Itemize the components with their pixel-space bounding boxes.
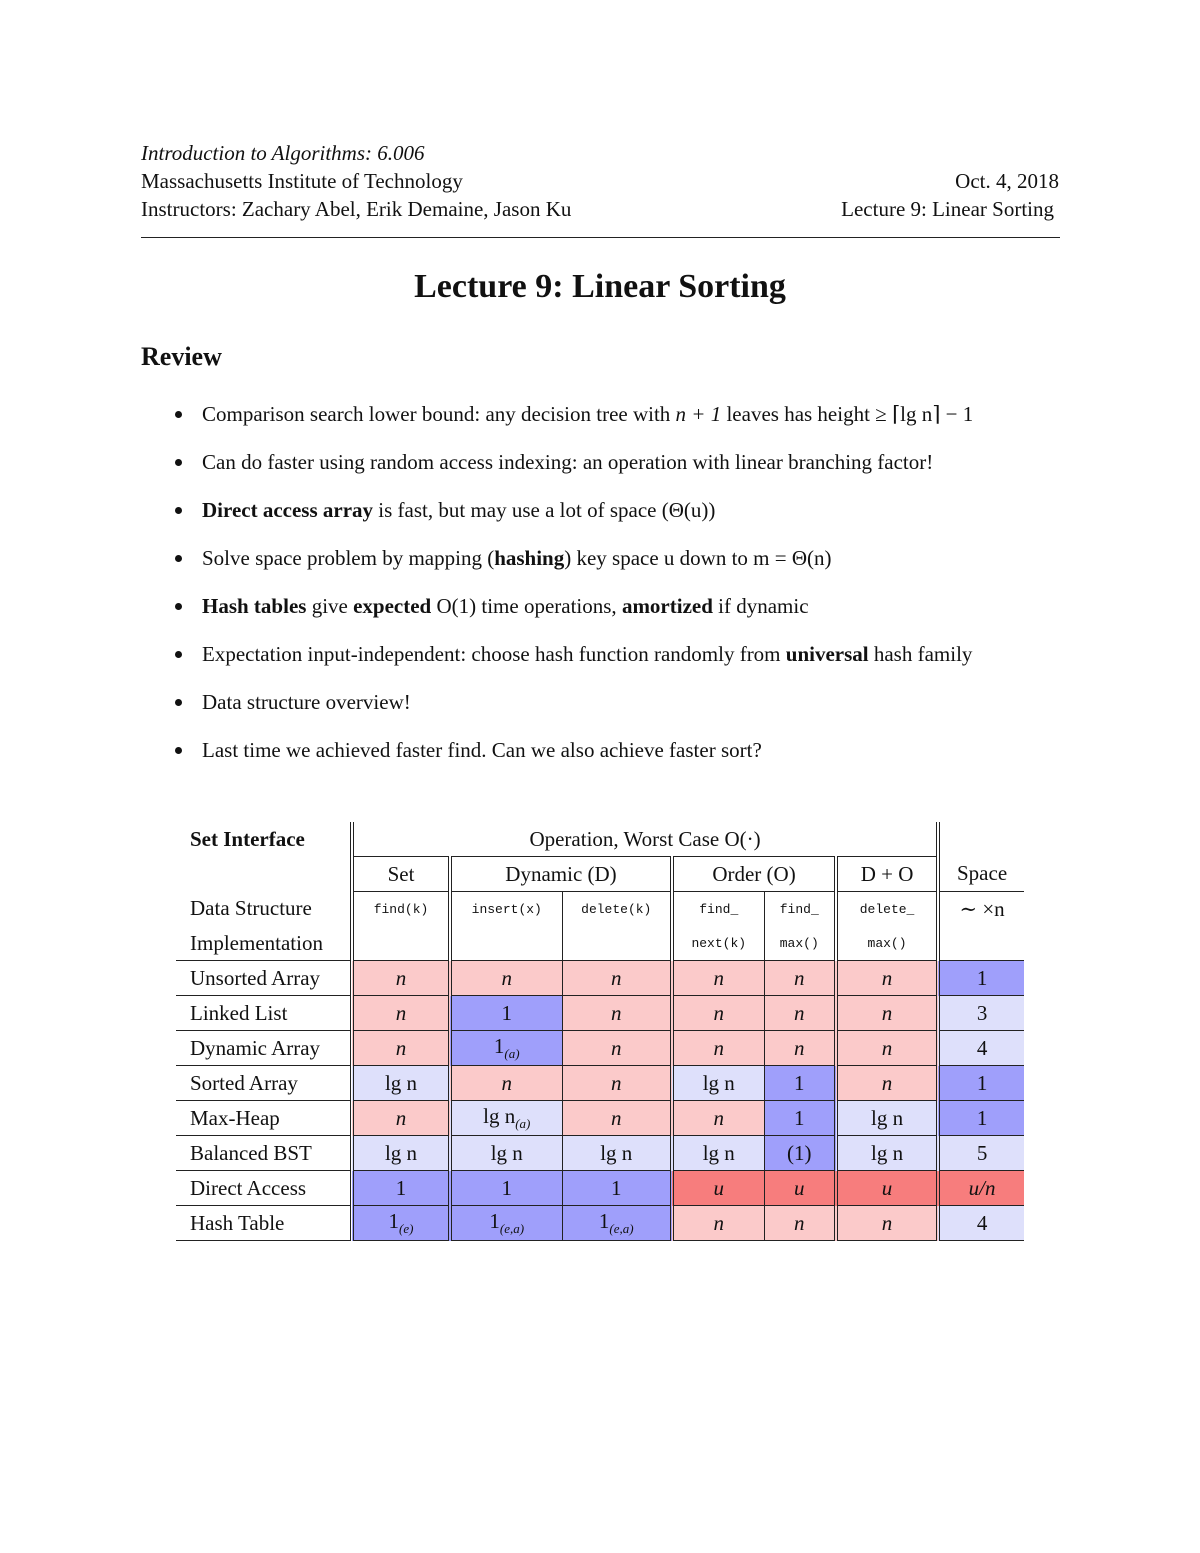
list-item <box>170 582 1070 630</box>
bullet-icon <box>175 507 182 514</box>
table-cell: u <box>764 1171 836 1206</box>
table-cell: 3 <box>938 996 1024 1031</box>
table-header-blank <box>562 926 672 961</box>
bullet-icon <box>175 411 182 418</box>
table-header-row <box>176 822 1024 857</box>
table-cell: n <box>764 1206 836 1241</box>
table-header-blank <box>176 857 352 892</box>
space-header-top <box>938 822 1024 857</box>
bullet-text: Comparison search lower bound: any decision tree with n + 1 leaves has height ≥ ⌈lg n⌉ − 1 <box>202 401 974 426</box>
table-header-blank <box>450 926 562 961</box>
table-cell: $1_{(e,a)}$ <box>450 1206 562 1241</box>
table-cell: n <box>764 1031 836 1066</box>
table-cell: lg n <box>352 1066 450 1101</box>
page-title: Lecture 9: Linear Sorting <box>414 268 786 305</box>
op-space: ∼ ×n <box>938 892 1024 927</box>
table-cell: n <box>836 996 938 1031</box>
list-item <box>170 726 1070 774</box>
bullet-text: Solve space problem by mapping (hashing) key space u down to m = Θ(n) <box>202 545 832 570</box>
ds-label-2: Implementation <box>190 930 323 955</box>
table-cell: u <box>836 1171 938 1206</box>
table-cell: $\lg n_{(a)}$ <box>450 1101 562 1136</box>
table-cell: n <box>562 996 672 1031</box>
table-cell: n <box>836 961 938 996</box>
table-cell: 1 <box>764 1101 836 1136</box>
table-row <box>176 1206 1024 1241</box>
table-cell: n <box>352 1031 450 1066</box>
table-cell: n <box>764 961 836 996</box>
table-header-row <box>176 892 1024 927</box>
table-cell: n <box>764 996 836 1031</box>
table-row <box>176 1031 1024 1066</box>
table-cell: n <box>672 996 764 1031</box>
table-cell: u <box>672 1171 764 1206</box>
group-order: Order (O) <box>672 857 836 892</box>
section-heading-review: Review <box>141 342 222 371</box>
table-cell: n <box>836 1066 938 1101</box>
institution: Massachusetts Institute of Technology <box>141 169 463 193</box>
table-cell: (1) <box>764 1136 836 1171</box>
table-cell: $1_{(a)}$ <box>450 1031 562 1066</box>
bullet-text: Direct access array is fast, but may use a lot of space (Θ(u)) <box>202 497 716 522</box>
table-cell: n <box>562 961 672 996</box>
list-item <box>170 630 1070 678</box>
table-cell: lg n <box>836 1101 938 1136</box>
table-cell: 4 <box>938 1206 1024 1241</box>
operation-header: Operation, Worst Case O(·) <box>352 822 938 857</box>
table-cell: lg n <box>672 1136 764 1171</box>
group-d-plus-o: D + O <box>836 857 938 892</box>
row-label: Sorted Array <box>176 1066 352 1101</box>
list-item <box>170 678 1070 726</box>
table-cell: n <box>562 1031 672 1066</box>
table-row <box>176 1066 1024 1101</box>
table-header-row <box>176 857 1024 892</box>
table-cell: n <box>352 996 450 1031</box>
lecture-date: Oct. 4, 2018 <box>955 169 1059 193</box>
table-cell: 1 <box>450 996 562 1031</box>
group-dynamic: Dynamic (D) <box>450 857 672 892</box>
table-cell: n <box>672 1206 764 1241</box>
table-cell: 1 <box>764 1066 836 1101</box>
table-cell: 5 <box>938 1136 1024 1171</box>
set-interface-label: Set Interface <box>190 826 305 851</box>
table-cell: n <box>450 961 562 996</box>
course-title: Introduction to Algorithms: 6.006 <box>141 141 425 165</box>
bullet-text: Can do faster using random access indexing: an operation with linear branching factor! <box>202 449 934 474</box>
bullet-icon <box>175 651 182 658</box>
table-cell: n <box>352 1101 450 1136</box>
table-cell: lg n <box>836 1136 938 1171</box>
op-find: find(k) <box>352 892 450 927</box>
row-label: Max-Heap <box>176 1101 352 1136</box>
table-cell: 1 <box>450 1171 562 1206</box>
table-cell: lg n <box>352 1136 450 1171</box>
table-cell: n <box>836 1206 938 1241</box>
op-delete: delete(k) <box>562 892 672 927</box>
table-cell: lg n <box>562 1136 672 1171</box>
table-cell: 1 <box>938 1066 1024 1101</box>
header-rule <box>141 237 1060 238</box>
table-header-row <box>176 926 1024 961</box>
table-cell: n <box>450 1066 562 1101</box>
instructors: Instructors: Zachary Abel, Erik Demaine, Jason Ku <box>141 197 572 221</box>
table-cell: 4 <box>938 1031 1024 1066</box>
table-cell: 1 <box>562 1171 672 1206</box>
row-label: Balanced BST <box>176 1136 352 1171</box>
table-cell: n <box>352 961 450 996</box>
group-space: Space <box>938 857 1024 892</box>
op-find-next-2: next(k) <box>672 926 764 961</box>
table-cell: n <box>836 1031 938 1066</box>
lecture-ref: Lecture 9: Linear Sorting <box>841 197 1054 221</box>
op-delete-max-2: max() <box>836 926 938 961</box>
op-find-max-2: max() <box>764 926 836 961</box>
group-set: Set <box>352 857 450 892</box>
table-header-blank <box>352 926 450 961</box>
row-label: Dynamic Array <box>176 1031 352 1066</box>
table-cell: 1 <box>938 961 1024 996</box>
list-item <box>170 438 1070 486</box>
row-label: Linked List <box>176 996 352 1031</box>
row-label: Direct Access <box>176 1171 352 1206</box>
list-item <box>170 486 1070 534</box>
table-row <box>176 961 1024 996</box>
row-label: Unsorted Array <box>176 961 352 996</box>
table-cell: n <box>672 1031 764 1066</box>
table-cell: n <box>562 1101 672 1136</box>
table-cell: $1_{(e,a)}$ <box>562 1206 672 1241</box>
table-row <box>176 1171 1024 1206</box>
table-cell: n <box>672 1101 764 1136</box>
table-cell: lg n <box>450 1136 562 1171</box>
op-delete-max: delete_ <box>836 892 938 927</box>
table-cell: $1_{(e)}$ <box>352 1206 450 1241</box>
op-find-max: find_ <box>764 892 836 927</box>
table-cell: n <box>672 961 764 996</box>
table-cell: n <box>562 1066 672 1101</box>
bullet-icon <box>175 459 182 466</box>
table-row <box>176 1101 1024 1136</box>
bullet-icon <box>175 603 182 610</box>
table-row <box>176 996 1024 1031</box>
op-insert: insert(x) <box>450 892 562 927</box>
table-body <box>176 961 1024 1241</box>
table-cell: u/n <box>938 1171 1024 1206</box>
bullet-text: Hash tables give expected O(1) time operations, amortized if dynamic <box>202 593 809 618</box>
review-bullet-list <box>170 390 1070 774</box>
bullet-text: Expectation input-independent: choose hash function randomly from universal hash family <box>202 641 973 666</box>
data-structure-table <box>176 822 1024 1241</box>
bullet-icon <box>175 699 182 706</box>
bullet-text: Data structure overview! <box>202 689 411 714</box>
op-find-next: find_ <box>672 892 764 927</box>
list-item <box>170 534 1070 582</box>
bullet-text: Last time we achieved faster find. Can we also achieve faster sort? <box>202 737 762 762</box>
table-header-blank <box>938 926 1024 961</box>
bullet-icon <box>175 747 182 754</box>
table-cell: 1 <box>938 1101 1024 1136</box>
ds-label: Data Structure <box>190 896 312 921</box>
table-row <box>176 1136 1024 1171</box>
table-cell: 1 <box>352 1171 450 1206</box>
list-item <box>170 390 1070 438</box>
row-label: Hash Table <box>176 1206 352 1241</box>
bullet-icon <box>175 555 182 562</box>
table-cell: lg n <box>672 1066 764 1101</box>
